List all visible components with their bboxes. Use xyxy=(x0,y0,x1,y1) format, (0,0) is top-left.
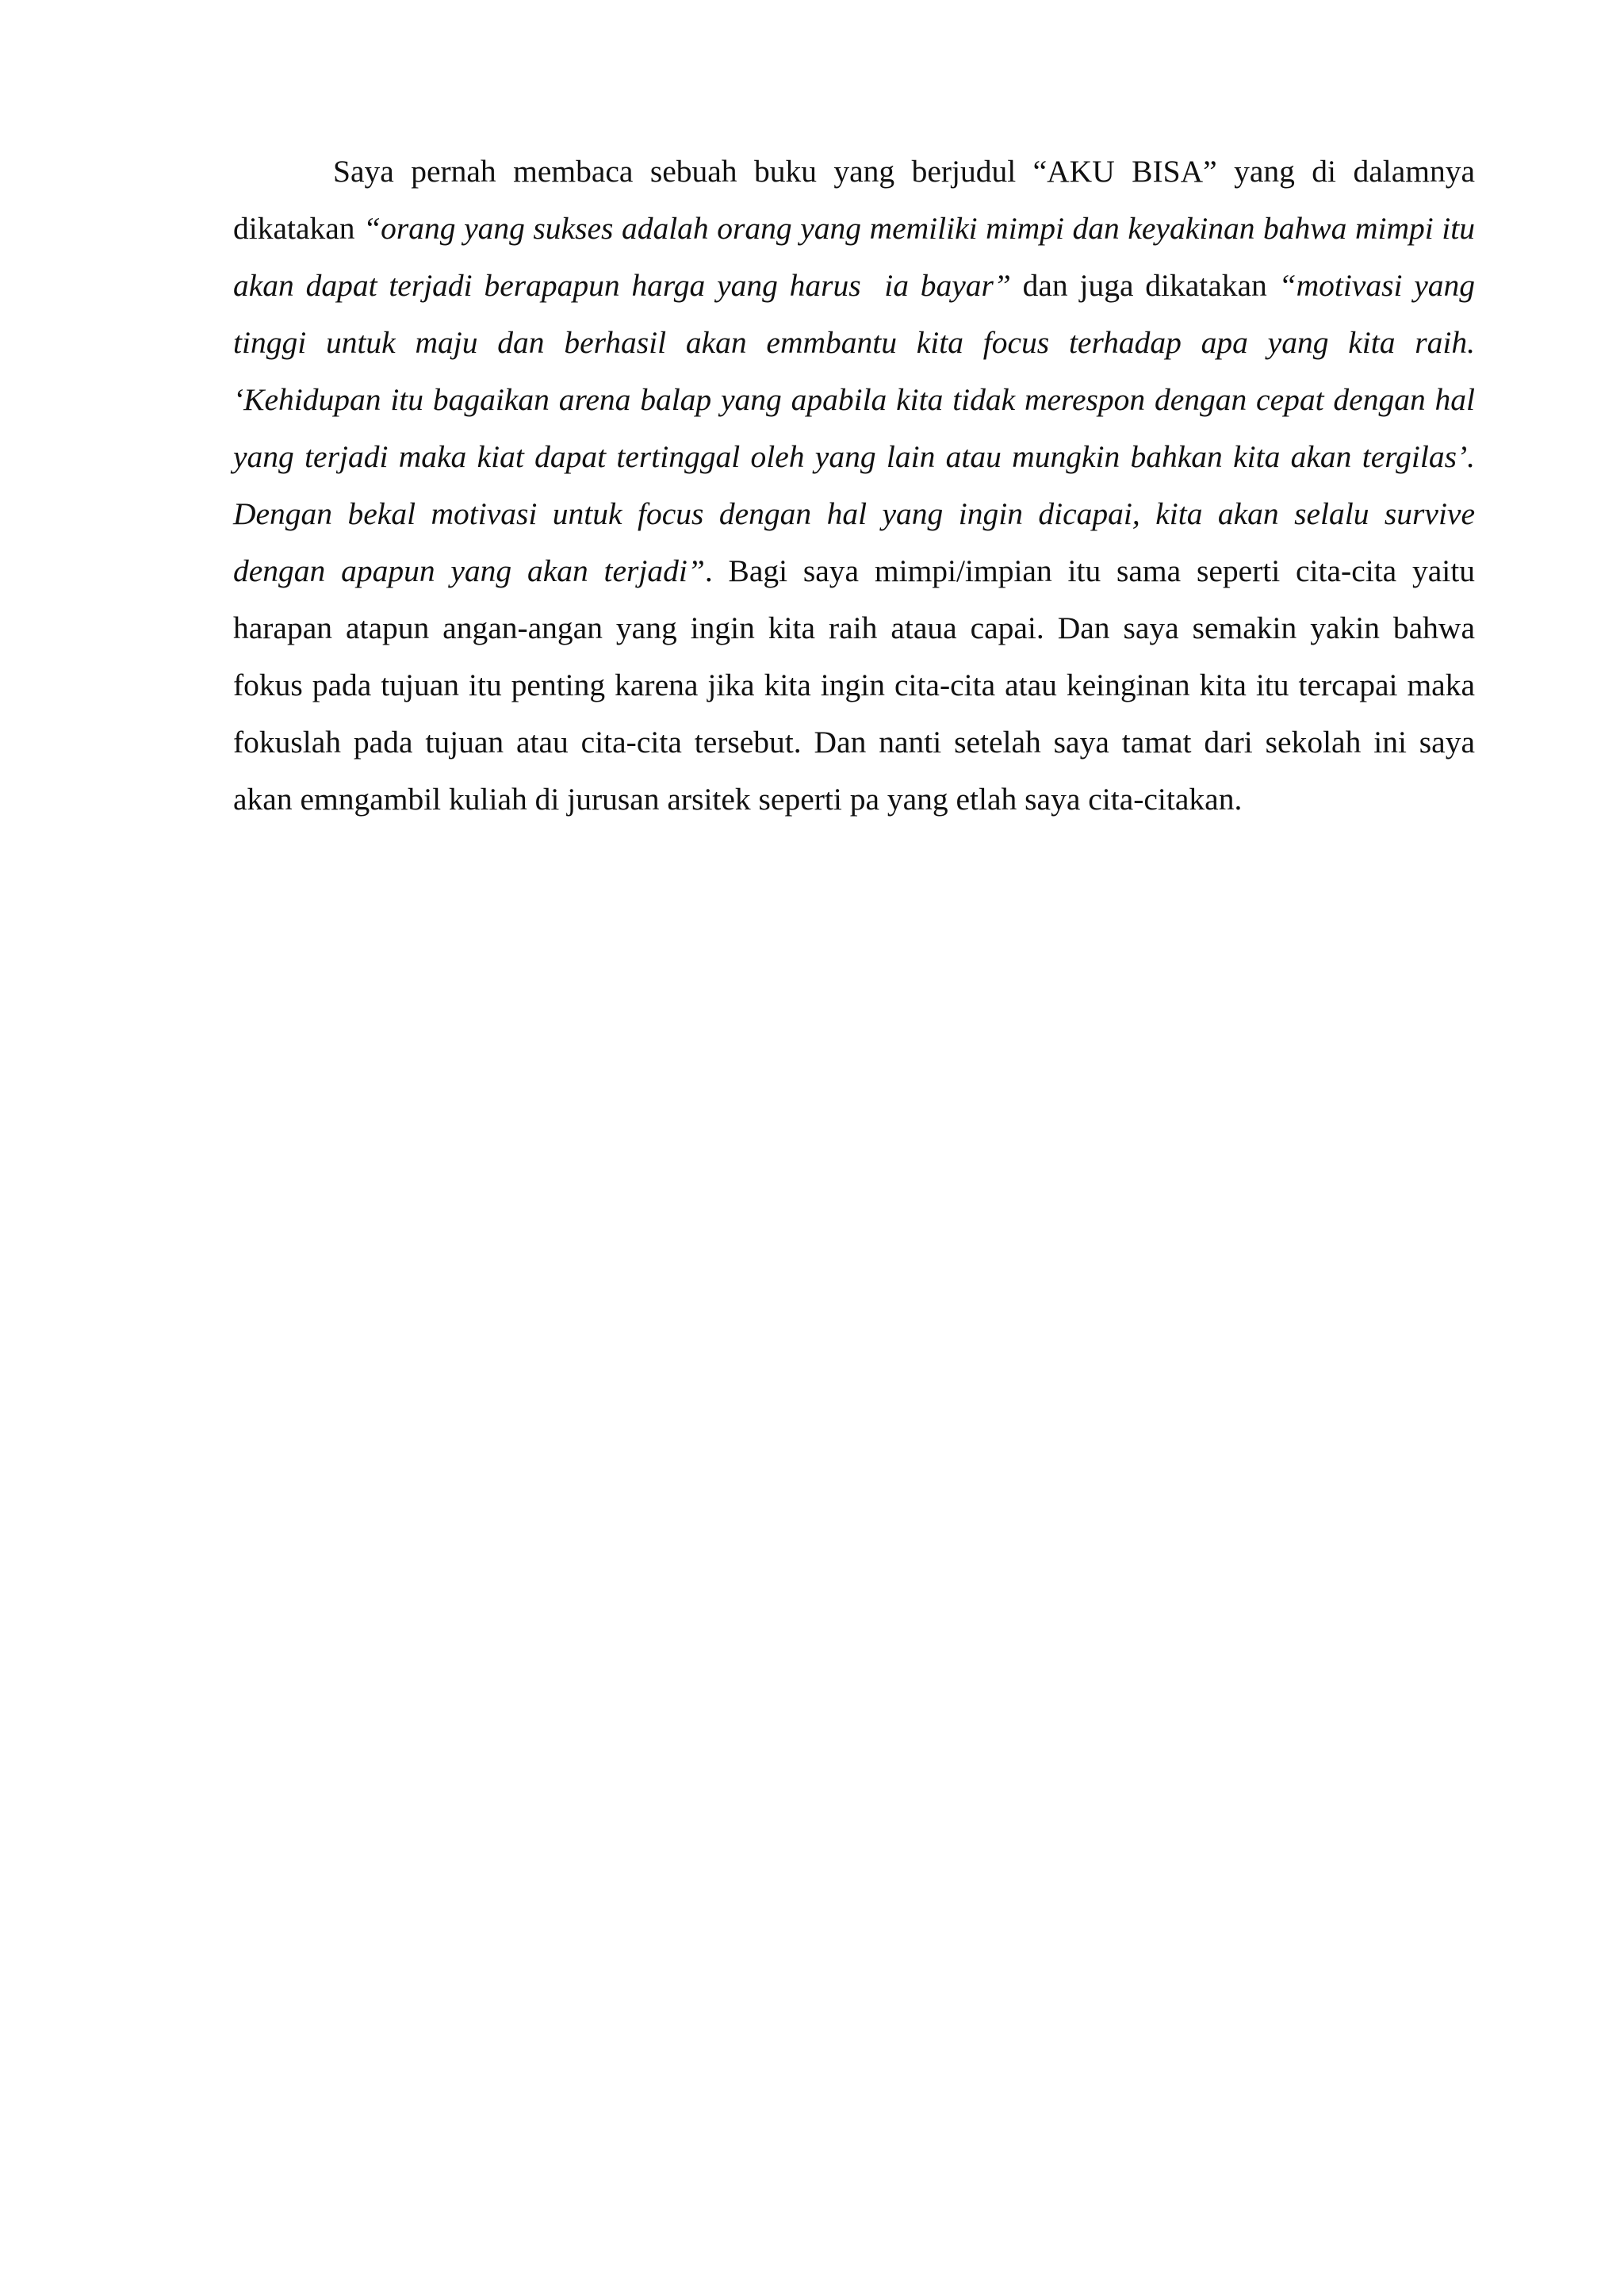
paragraph-text-2: dan juga dikatakan xyxy=(1010,268,1279,303)
paragraph-text-3: . Bagi saya mimpi/impian itu sama seperti cita-cita yaitu harapan atapun angan-angan yang ingin kita raih ataua capai. Dan saya semakin yakin bahwa fokus pada tujuan itu penting karena jika kita ingin cita-cita atau keinginan kita itu tercapai maka fokuslah pada tujuan atau cita-cita tersebut. Dan nanti setelah saya tamat dari sekolah ini saya akan emngambil kuliah di jurusan arsitek seperti pa yang etlah saya cita-citakan. xyxy=(233,553,1475,817)
document-body xyxy=(233,143,1475,828)
quote-italic-2: “motivasi yang tinggi untuk maju dan berhasil akan emmbantu kita focus terhadap apa yang kita raih. ‘Kehidupan itu bagaikan arena balap yang apabila kita tidak merespon dengan cepat dengan hal yang terjadi maka kiat dapat tertinggal oleh yang lain atau mungkin bahkan kita akan tergilas’. Dengan bekal motivasi untuk focus dengan hal yang ingin dicapai, kita akan selalu survive dengan apapun yang akan terjadi” xyxy=(233,268,1476,588)
body-paragraph xyxy=(233,143,1475,828)
quote-italic-1: “orang yang sukses adalah orang yang memiliki mimpi dan keyakinan bahwa mimpi itu akan dapat terjadi berapapun harga yang harus ia bayar” xyxy=(233,211,1476,303)
paragraph-text-1: Saya pernah membaca sebuah buku yang berjudul “AKU BISA” yang di dalamnya dikatakan xyxy=(233,154,1475,246)
